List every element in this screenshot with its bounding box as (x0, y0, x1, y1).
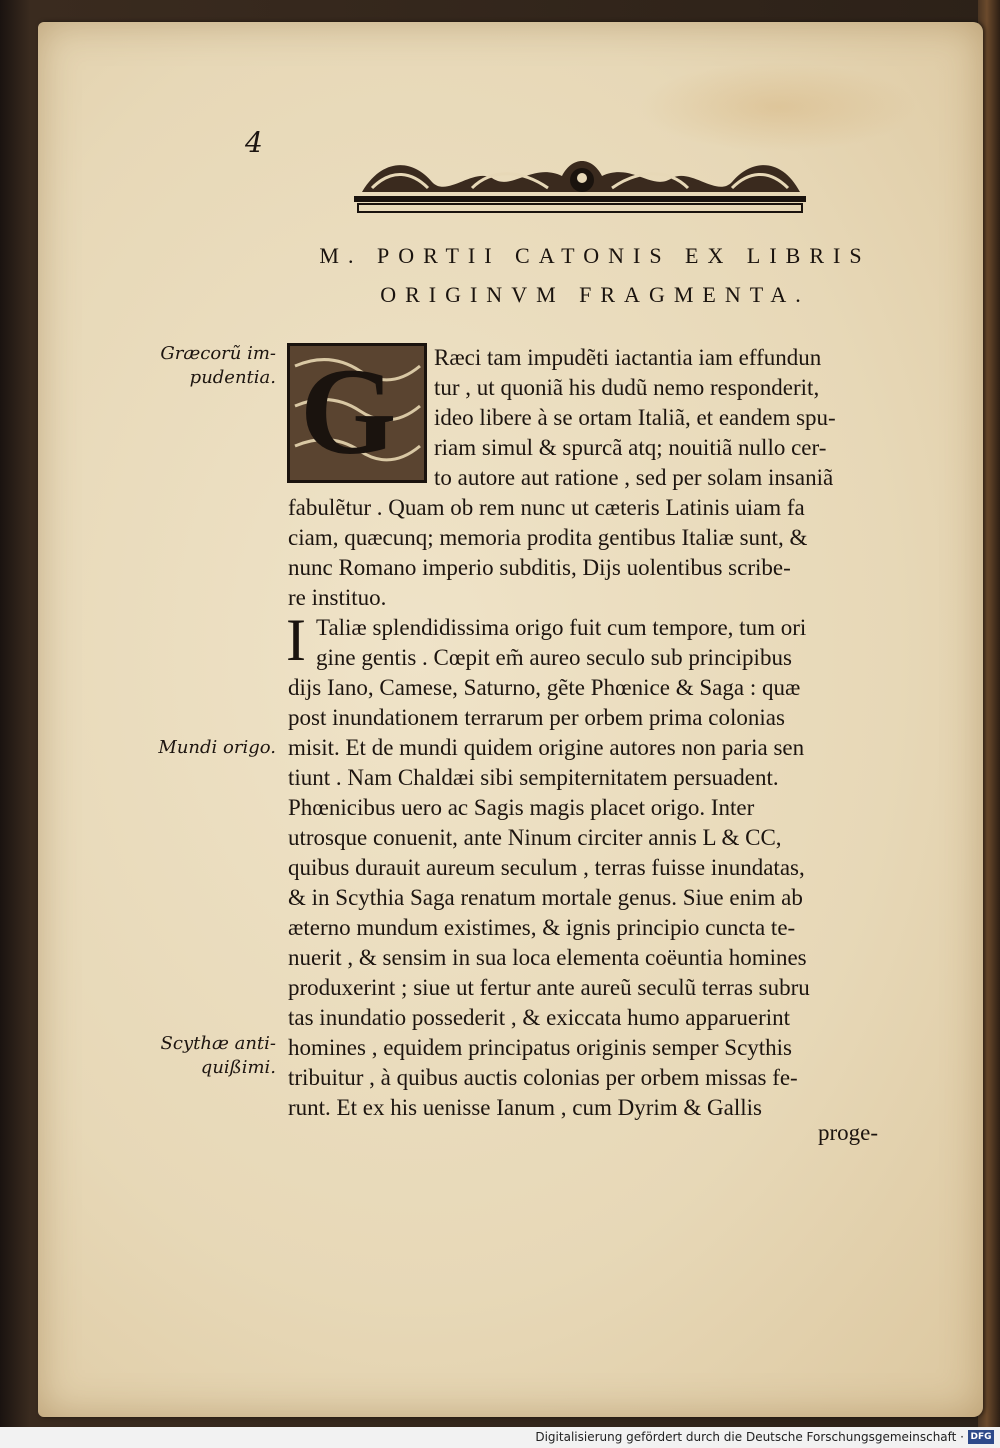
text-line: Taliæ splendidissima origo fuit cum tempore, tum ori (316, 615, 807, 640)
text-line: tiunt . Nam Chaldæi sibi sempiternitatem persuadent. (288, 765, 779, 790)
text-line: nuerit , & sensim in sua loca elementa coëuntia homines (288, 945, 807, 970)
text-line: re instituo. (288, 585, 387, 610)
text-line: & in Scythia Saga renatum mortale genus. Siue enim ab (288, 885, 803, 910)
paper-stain (638, 62, 918, 152)
text-line: ideo libere à se ortam Italiã, et eandem spu- (434, 405, 836, 430)
text-line: quibus durauit aureum seculum , terras fuisse inundatas, (288, 855, 805, 880)
marginal-note (136, 342, 276, 390)
page-number: 4 (245, 126, 263, 159)
ornamental-headpiece (352, 148, 808, 216)
dfg-logo: DFG (968, 1430, 994, 1444)
text-line: riam simul & spurcã atq; nouitiã nullo cer- (434, 435, 827, 460)
marginal-note-line: pudentia. (189, 367, 276, 388)
marginal-note: Mundi origo. (158, 737, 276, 758)
text-line: produxerint ; siue ut fertur ante aureũ seculũ terras subru (288, 975, 810, 1000)
text-line: to autore aut ratione , sed per solam insaniã (434, 465, 834, 490)
text-line: runt. Et ex his uenisse Ianum , cum Dyrim & Gallis (288, 1095, 762, 1120)
text-line: æterno mundum existimes, & ignis principio cuncta te- (288, 915, 796, 940)
text-line: Phœnicibus uero ac Sagis magis placet origo. Inter (288, 795, 755, 820)
title-line-2: ORIGINVM FRAGMENTA. (380, 282, 810, 307)
marginal-note (136, 1032, 276, 1080)
initial-letter: G (300, 343, 397, 480)
text-line: tur , ut quoniã his dudũ nemo responderit, (434, 375, 820, 400)
decorated-initial (287, 343, 427, 483)
marginal-note-line: Scythæ anti- (160, 1033, 276, 1054)
marginal-note-line: quißimi. (200, 1057, 276, 1078)
footer-bar (0, 1427, 1000, 1448)
footer-credit: Digitalisierung gefördert durch die Deutsche Forschungsgemeinschaft · (535, 1430, 964, 1444)
text-line: fabulẽtur . Quam ob rem nunc ut cæteris Latinis uiam fa (288, 495, 805, 520)
text-line: post inundationem terrarum per orbem prima colonias (288, 705, 785, 730)
text-line: dijs Iano, Camese, Saturno, gẽte Phœnice & Saga : quæ (288, 675, 801, 700)
marginal-note-line: Græcorũ im- (160, 343, 276, 364)
text-line: gine gentis . Cœpit em̃ aureo seculo sub principibus (316, 645, 792, 670)
text-line: tas inundatio possederit , & exiccata humo apparuerint (288, 1005, 791, 1030)
text-line: nunc Romano imperio subditis, Dijs uolentibus scribe- (288, 555, 791, 580)
text-line: homines , equidem principatus originis semper Scythis (288, 1035, 793, 1060)
text-line: ciam, quæcunq; memoria prodita gentibus Italiæ sunt, & (288, 525, 808, 550)
catchword: proge- (818, 1120, 879, 1145)
text-line: misit. Et de mundi quidem origine autores non paria sen (288, 735, 805, 760)
title-line-1: M. PORTII CATONIS EX LIBRIS (319, 243, 871, 268)
text-line: tribuitur , à quibus auctis colonias per orbem missas fe- (288, 1065, 798, 1090)
text-line: utrosque conuenit, ante Ninum circiter annis L & CC, (288, 825, 782, 850)
paragraph-initial: I (286, 607, 306, 673)
text-line: Ræci tam impudẽti iactantia iam effundun (434, 345, 822, 370)
